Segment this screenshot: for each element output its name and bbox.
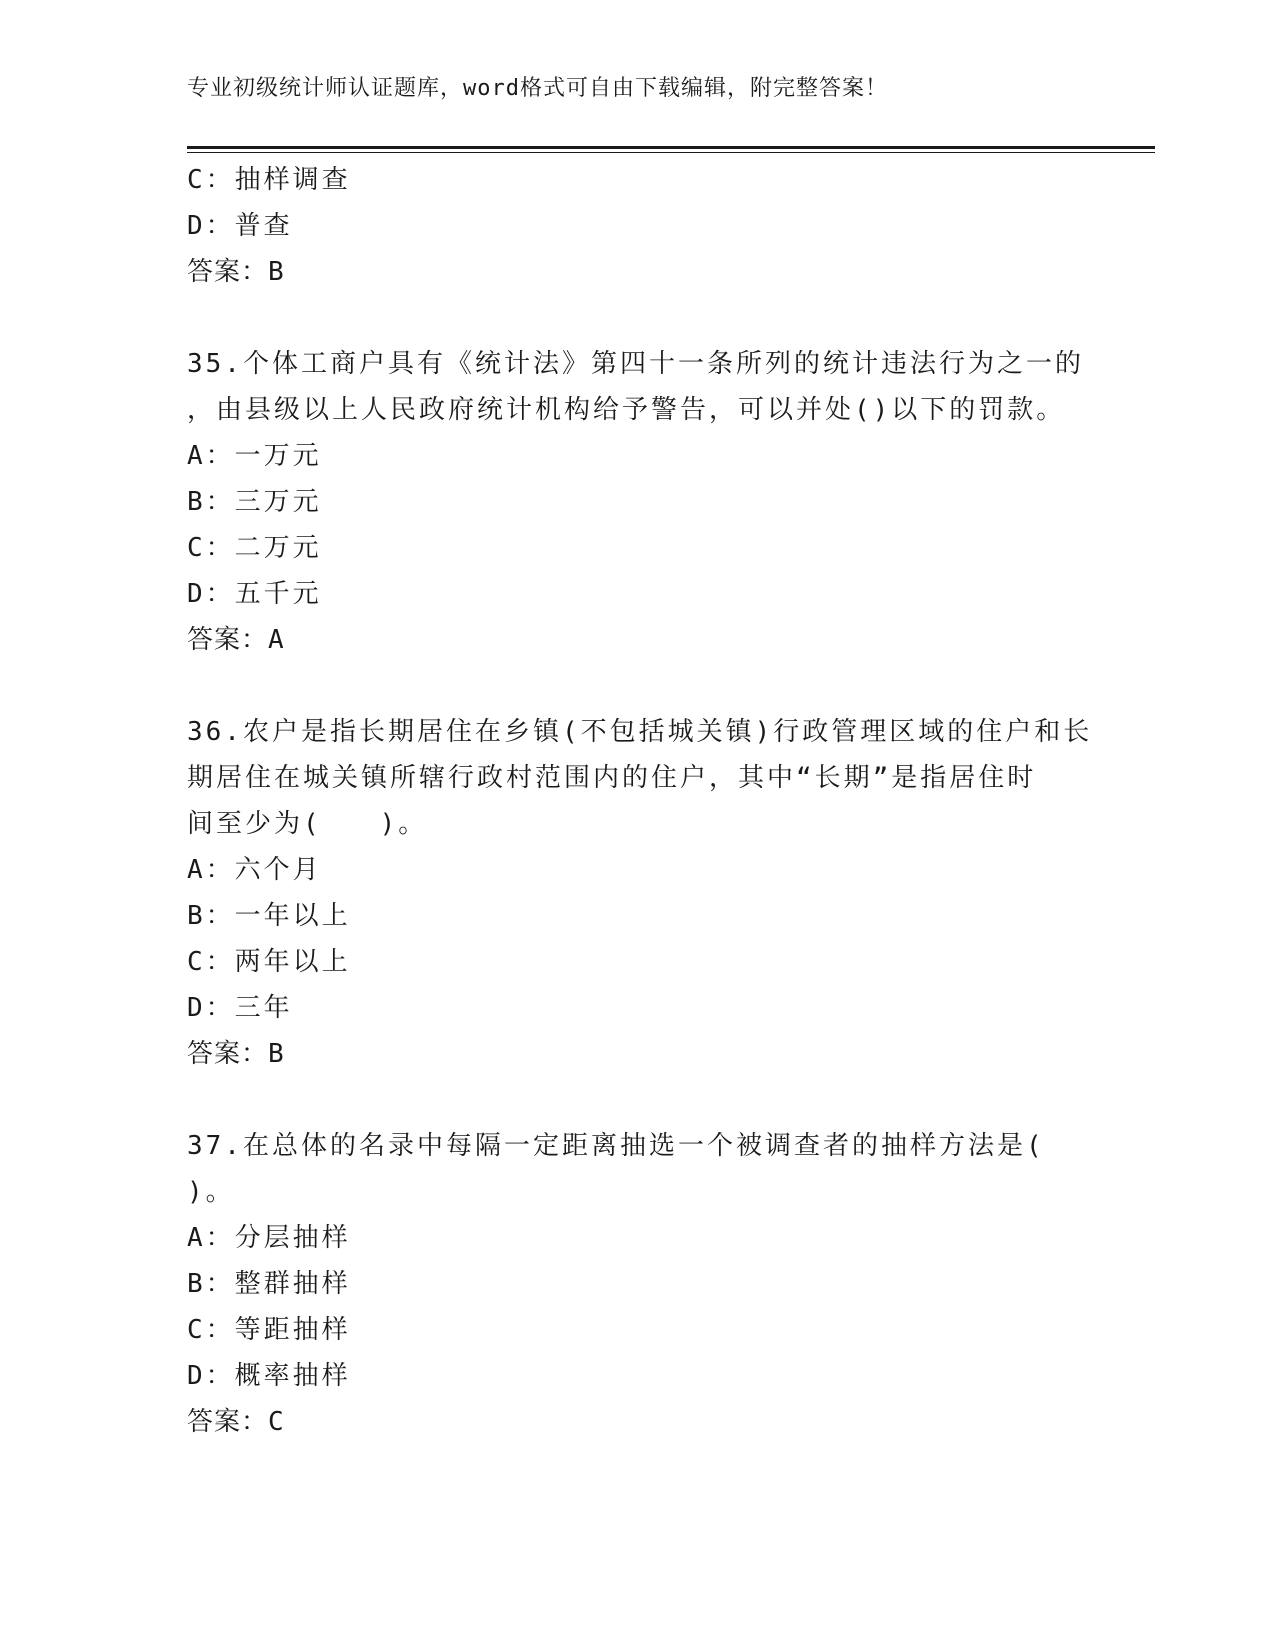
document-body (187, 157, 1093, 1445)
answer-line (187, 1031, 1087, 1077)
question-stem: 35.个体工商户具有《统计法》第四十一条所列的统计违法行为之一的 (187, 349, 1084, 379)
option-b: B：三万元 (187, 487, 322, 517)
page-header: 专业初级统计师认证题库，word格式可自由下载编辑，附完整答案！ (187, 76, 888, 101)
question-stem: 间至少为( )。 (187, 809, 428, 839)
answer-label: 答案： (187, 625, 269, 655)
answer-line (187, 617, 1087, 663)
option-c: C：两年以上 (187, 947, 351, 977)
header-divider-thin (187, 152, 1155, 153)
question-37 (187, 1123, 1087, 1445)
answer-label: 答案： (187, 257, 269, 287)
answer-label: 答案： (187, 1039, 269, 1069)
option-a: A：一万元 (187, 441, 322, 471)
option-b: B：一年以上 (187, 901, 351, 931)
answer-value: B (268, 1039, 285, 1069)
option-c: C：抽样调查 (187, 165, 351, 195)
option-d: D：五千元 (187, 579, 322, 609)
answer-value: C (268, 1407, 285, 1437)
option-d: D：三年 (187, 993, 293, 1023)
option-d: D：普查 (187, 211, 293, 241)
option-b: B：整群抽样 (187, 1269, 351, 1299)
question-stem: ，由县级以上人民政府统计机构给予警告，可以并处()以下的罚款。 (187, 395, 1066, 425)
answer-value: B (268, 257, 285, 287)
option-c: C：等距抽样 (187, 1315, 351, 1345)
answer-value: A (268, 625, 285, 655)
option-d: D：概率抽样 (187, 1361, 351, 1391)
question-stem: 期居住在城关镇所辖行政村范围内的住户，其中“长期”是指居住时 (187, 763, 1037, 793)
question-35 (187, 341, 1087, 663)
question-stem: 36.农户是指长期居住在乡镇(不包括城关镇)行政管理区域的住户和长 (187, 717, 1093, 747)
header-divider-thick (187, 146, 1155, 149)
option-c: C：二万元 (187, 533, 322, 563)
question-36 (187, 709, 1093, 1077)
option-a: A：六个月 (187, 855, 322, 885)
previous-question-tail (187, 157, 1087, 295)
question-stem: )。 (187, 1177, 235, 1207)
option-a: A：分层抽样 (187, 1223, 351, 1253)
answer-line (187, 249, 1087, 295)
answer-line (187, 1399, 1087, 1445)
answer-label: 答案： (187, 1407, 269, 1437)
question-stem: 37.在总体的名录中每隔一定距离抽选一个被调查者的抽样方法是( (187, 1131, 1045, 1161)
